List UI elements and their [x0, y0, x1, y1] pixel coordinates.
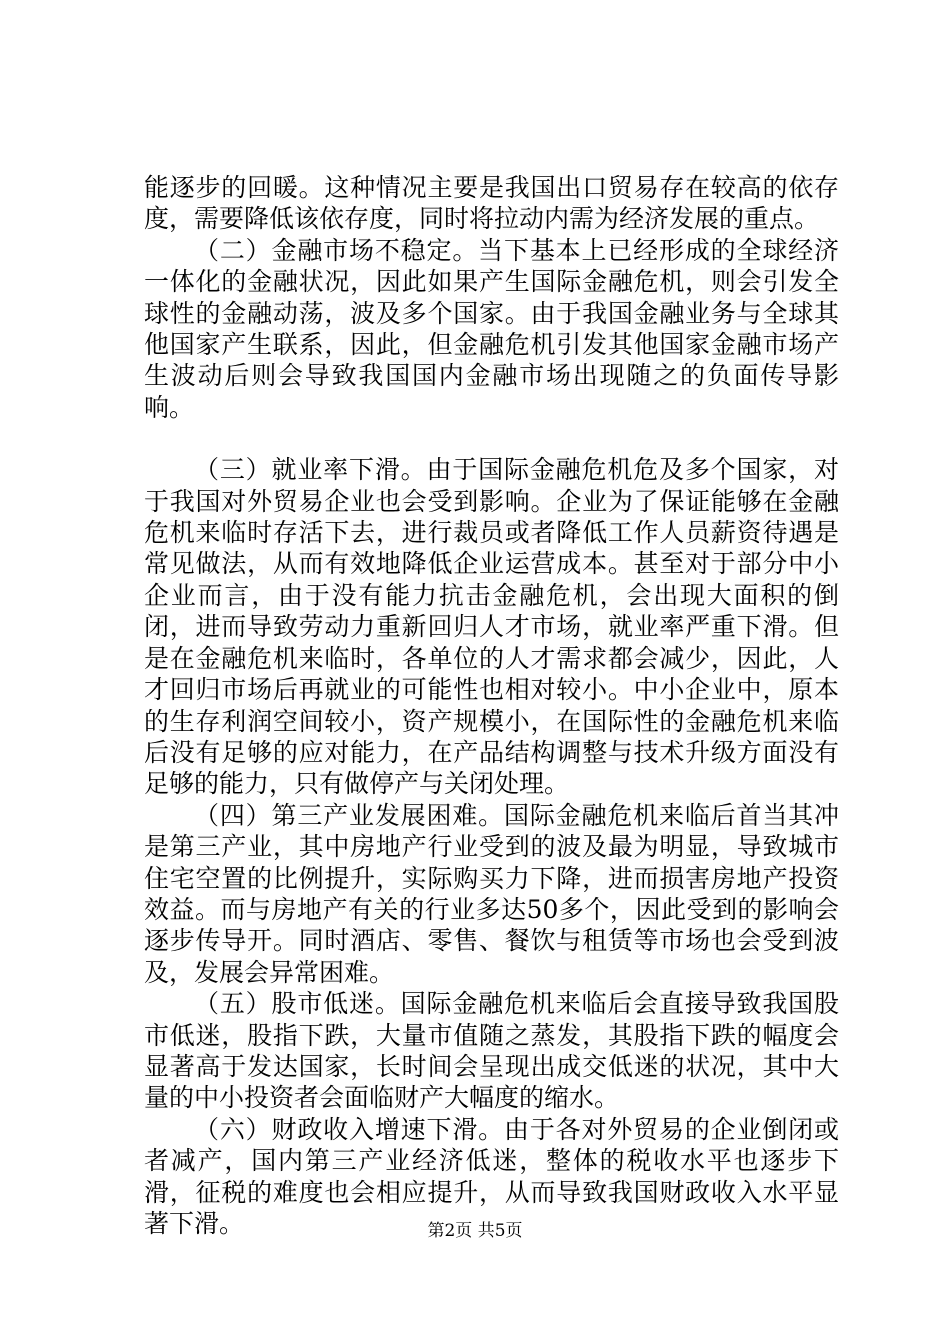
page-number-footer: 第2页 共5页	[427, 1221, 523, 1241]
paragraph-financial-market: （二）金融市场不稳定。当下基本上已经形成的全球经济一体化的金融状况，因此如果产生国际金融危机，则会引发全球性的金融动荡，波及多个国家。由于我国金融业务与全球其他国家产生联系，因此，但金融危机引发其他国家金融市场产生波动后则会导致我国国内金融市场出现随之的负面传导影响。	[144, 235, 839, 422]
paragraph-fiscal-revenue: （六）财政收入增速下滑。由于各对外贸易的企业倒闭或者减产，国内第三产业经济低迷，整体的税收水平也逐步下滑，征税的难度也会相应提升，从而导致我国财政收入水平显著下滑。	[144, 1114, 839, 1238]
paragraph-stock-market: （五）股市低迷。国际金融危机来临后会直接导致我国股市低迷，股指下跌，大量市值随之蒸发，其股指下跌的幅度会显著高于发达国家，长时间会呈现出成交低迷的状况，其中大量的中小投资者会面临财产大幅度的缩水。	[144, 989, 839, 1113]
paragraph-continuation: 能逐步的回暖。这种情况主要是我国出口贸易存在较高的依存度，需要降低该依存度，同时将拉动内需为经济发展的重点。	[144, 173, 839, 234]
document-body	[144, 172, 839, 1239]
paragraph-employment: （三）就业率下滑。由于国际金融危机危及多个国家，对于我国对外贸易企业也会受到影响。企业为了保证能够在金融危机来临时存活下去，进行裁员或者降低工作人员薪资待遇是常见做法，从而有效地降低企业运营成本。甚至对于部分中小企业而言，由于没有能力抗击金融危机，会出现大面积的倒闭，进而导致劳动力重新回归人才市场，就业率严重下滑。但是在金融危机来临时，各单位的人才需求都会减少，因此，人才回归市场后再就业的可能性也相对较小。中小企业中，原本的生存利润空间较小，资产规模小，在国际性的金融危机来临后没有足够的应对能力，在产品结构调整与技术升级方面没有足够的能力，只有做停产与关闭处理。	[144, 455, 839, 799]
paragraph-tertiary-industry: （四）第三产业发展困难。国际金融危机来临后首当其冲是第三产业，其中房地产行业受到的波及最为明显，导致城市住宅空置的比例提升，实际购买力下降，进而损害房地产投资效益。而与房地产有关的行业多达50多个，因此受到的影响会逐步传导开。同时酒店、零售、餐饮与租赁等市场也会受到波及，发展会异常困难。	[144, 800, 839, 987]
